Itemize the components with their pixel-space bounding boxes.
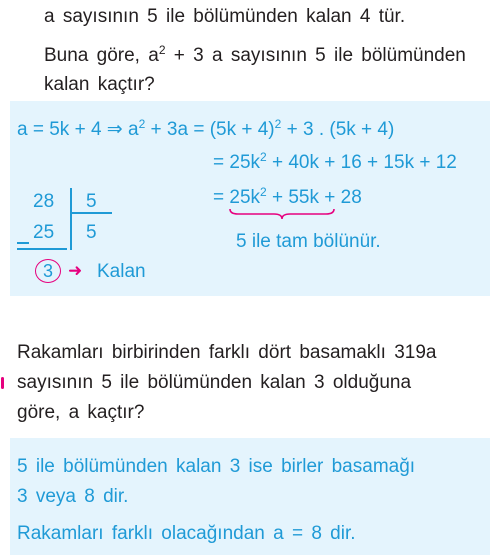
solution2-line1: 5 ile bölümünden kalan 3 ise birler basamağı: [17, 456, 416, 477]
quotient: 5: [86, 222, 97, 243]
problem1-line2: [44, 44, 466, 68]
eq-part: =: [213, 187, 230, 208]
problem1-line1: a sayısının 5 ile bölümünden kalan 4 tür.: [44, 6, 406, 27]
exponent: 2: [138, 117, 146, 131]
remainder-label: Kalan: [97, 261, 146, 282]
exponent: 2: [260, 185, 267, 199]
problem2-line3: göre, a kaçtır?: [17, 402, 145, 423]
dividend: 28: [33, 191, 55, 212]
problem1-line3: kalan kaçtır?: [44, 74, 155, 95]
solution2-line3: Rakamları farklı olacağından a = 8 dir.: [17, 523, 356, 544]
product: 25: [33, 222, 55, 243]
remainder-circle: 3: [35, 259, 61, 283]
eq-part: + 3 . (5k + 4): [281, 119, 395, 140]
eq-part: a = 5k + 4 ⇒ a: [17, 119, 139, 140]
subtraction-line: [17, 248, 67, 250]
solution1-eq2: [213, 151, 457, 175]
underbraced-term: [229, 187, 319, 208]
exponent: 2: [260, 150, 267, 164]
divisor: 5: [86, 191, 97, 212]
eq-part: + 28: [319, 187, 362, 208]
minus-sign: [17, 242, 29, 244]
exponent: 2: [158, 43, 166, 57]
magenta-underbrace: [228, 207, 336, 221]
division-bar: [70, 188, 72, 250]
eq-part: + 40k + 16 + 15k + 12: [266, 152, 457, 173]
eq-part: 25k: [229, 187, 261, 208]
eq-part: + 3a = (5k + 4): [145, 119, 275, 140]
problem2-line2: sayısının 5 ile bölümünden kalan 3 olduğuna: [17, 372, 412, 393]
problem1-text: + 3 a sayısının 5 ile bölümünden: [165, 45, 466, 66]
eq-part: = 25k: [213, 152, 261, 173]
solution1-eq1: [17, 118, 394, 142]
divisible-note: 5 ile tam bölünür.: [236, 231, 381, 252]
solution2-line2: 3 veya 8 dir.: [17, 486, 129, 507]
division-bar: [70, 212, 112, 214]
exponent: 2: [274, 117, 282, 131]
problem2-line1: Rakamları birbirinden farklı dört basamaklı 319a: [17, 342, 437, 363]
arrow-right-icon: ➜: [68, 261, 83, 280]
problem1-text: Buna göre, a: [44, 45, 159, 66]
eq-part: + 55k: [266, 187, 319, 208]
margin-mark: [1, 377, 4, 389]
